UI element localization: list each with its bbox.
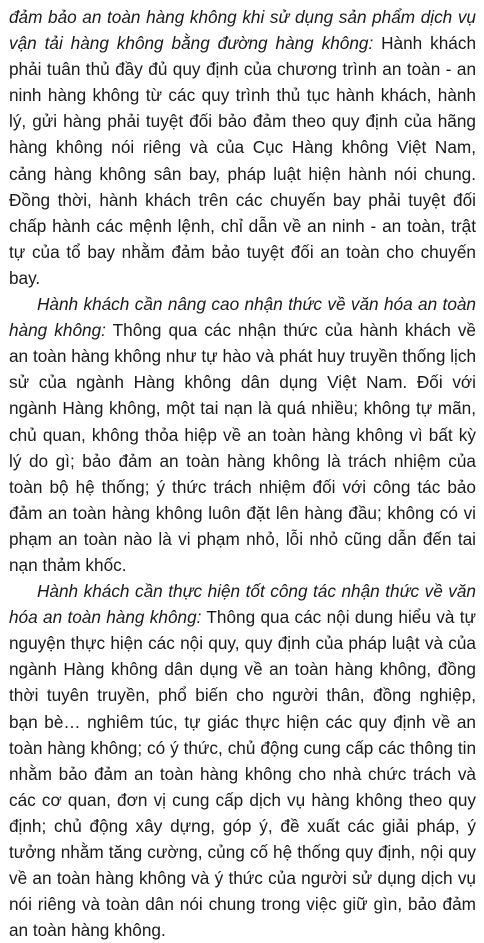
paragraph-1 <box>9 4 476 291</box>
paragraph-2 <box>9 291 476 578</box>
paragraph-3-body: Thông qua các nội dung hiểu và tự nguyện thực hiện các nội quy, quy định của pháp luật và của ngành Hàng không dân dụng về an toàn hàng không, đồng thời tuyên truyền, phổ biến cho người thân, đồng nghiệp, bạn bè… nghiêm túc, tự giác thực hiện các quy định về an toàn hàng không; có ý thức, chủ động cung cấp các thông tin nhằm bảo đảm an toàn hàng không cho nhà chức trách và các cơ quan, đơn vị cung cấp dịch vụ hàng không theo quy định; chủ động xây dựng, góp ý, đề xuất các giải pháp, ý tưởng nhằm tăng cường, củng cố hệ thống quy định, nội quy về an toàn hàng không và ý thức của người sử dụng dịch vụ nói riêng và toàn dân nói chung trong việc giữ gìn, bảo đảm an toàn hàng không. <box>9 607 476 941</box>
paragraph-3 <box>9 578 476 943</box>
paragraph-1-lead: đảm bảo an toàn hàng không khi sử dụng sản phẩm dịch vụ vận tải hàng không bằng đường hàng không: <box>9 7 476 54</box>
paragraph-3-lead: Hành khách cần thực hiện tốt công tác nhận thức về văn hóa an toàn hàng không: <box>9 581 476 628</box>
paragraph-2-body: Thông qua các nhận thức của hành khách về an toàn hàng không như tự hào và phát huy truyền thống lịch sử của ngành Hàng không dân dụng Việt Nam. Đối với ngành Hàng không, một tai nạn là quá nhiều; không tự mãn, chủ quan, không thỏa hiệp về an toàn hàng không vì bất kỳ lý do gì; bảo đảm an toàn hàng không là trách nhiệm của toàn bộ hệ thống; ý thức trách nhiệm đối với công tác bảo đảm an toàn hàng không luôn đặt lên hàng đầu; không có vi phạm an toàn nào là vi phạm nhỏ, lỗi nhỏ cũng dẫn đến tai nạn thảm khốc. <box>9 320 476 575</box>
paragraph-2-lead: Hành khách cần nâng cao nhận thức về văn hóa an toàn hàng không: <box>9 294 476 341</box>
paragraph-1-body: Hành khách phải tuân thủ đầy đủ quy định của chương trình an toàn - an ninh hàng không từ các quy trình thủ tục hành khách, hành lý, gửi hàng phải tuyệt đối bảo đảm theo quy định của hãng hàng không nói riêng và của Cục Hàng không Việt Nam, cảng hàng không sân bay, pháp luật hiện hành nói chung. Đồng thời, hành khách trên các chuyến bay phải tuyệt đối chấp hành các mệnh lệnh, chỉ dẫn về an ninh - an toàn, trật tự của tổ bay nhằm đảm bảo tuyệt đối an toàn cho chuyến bay. <box>9 33 476 288</box>
